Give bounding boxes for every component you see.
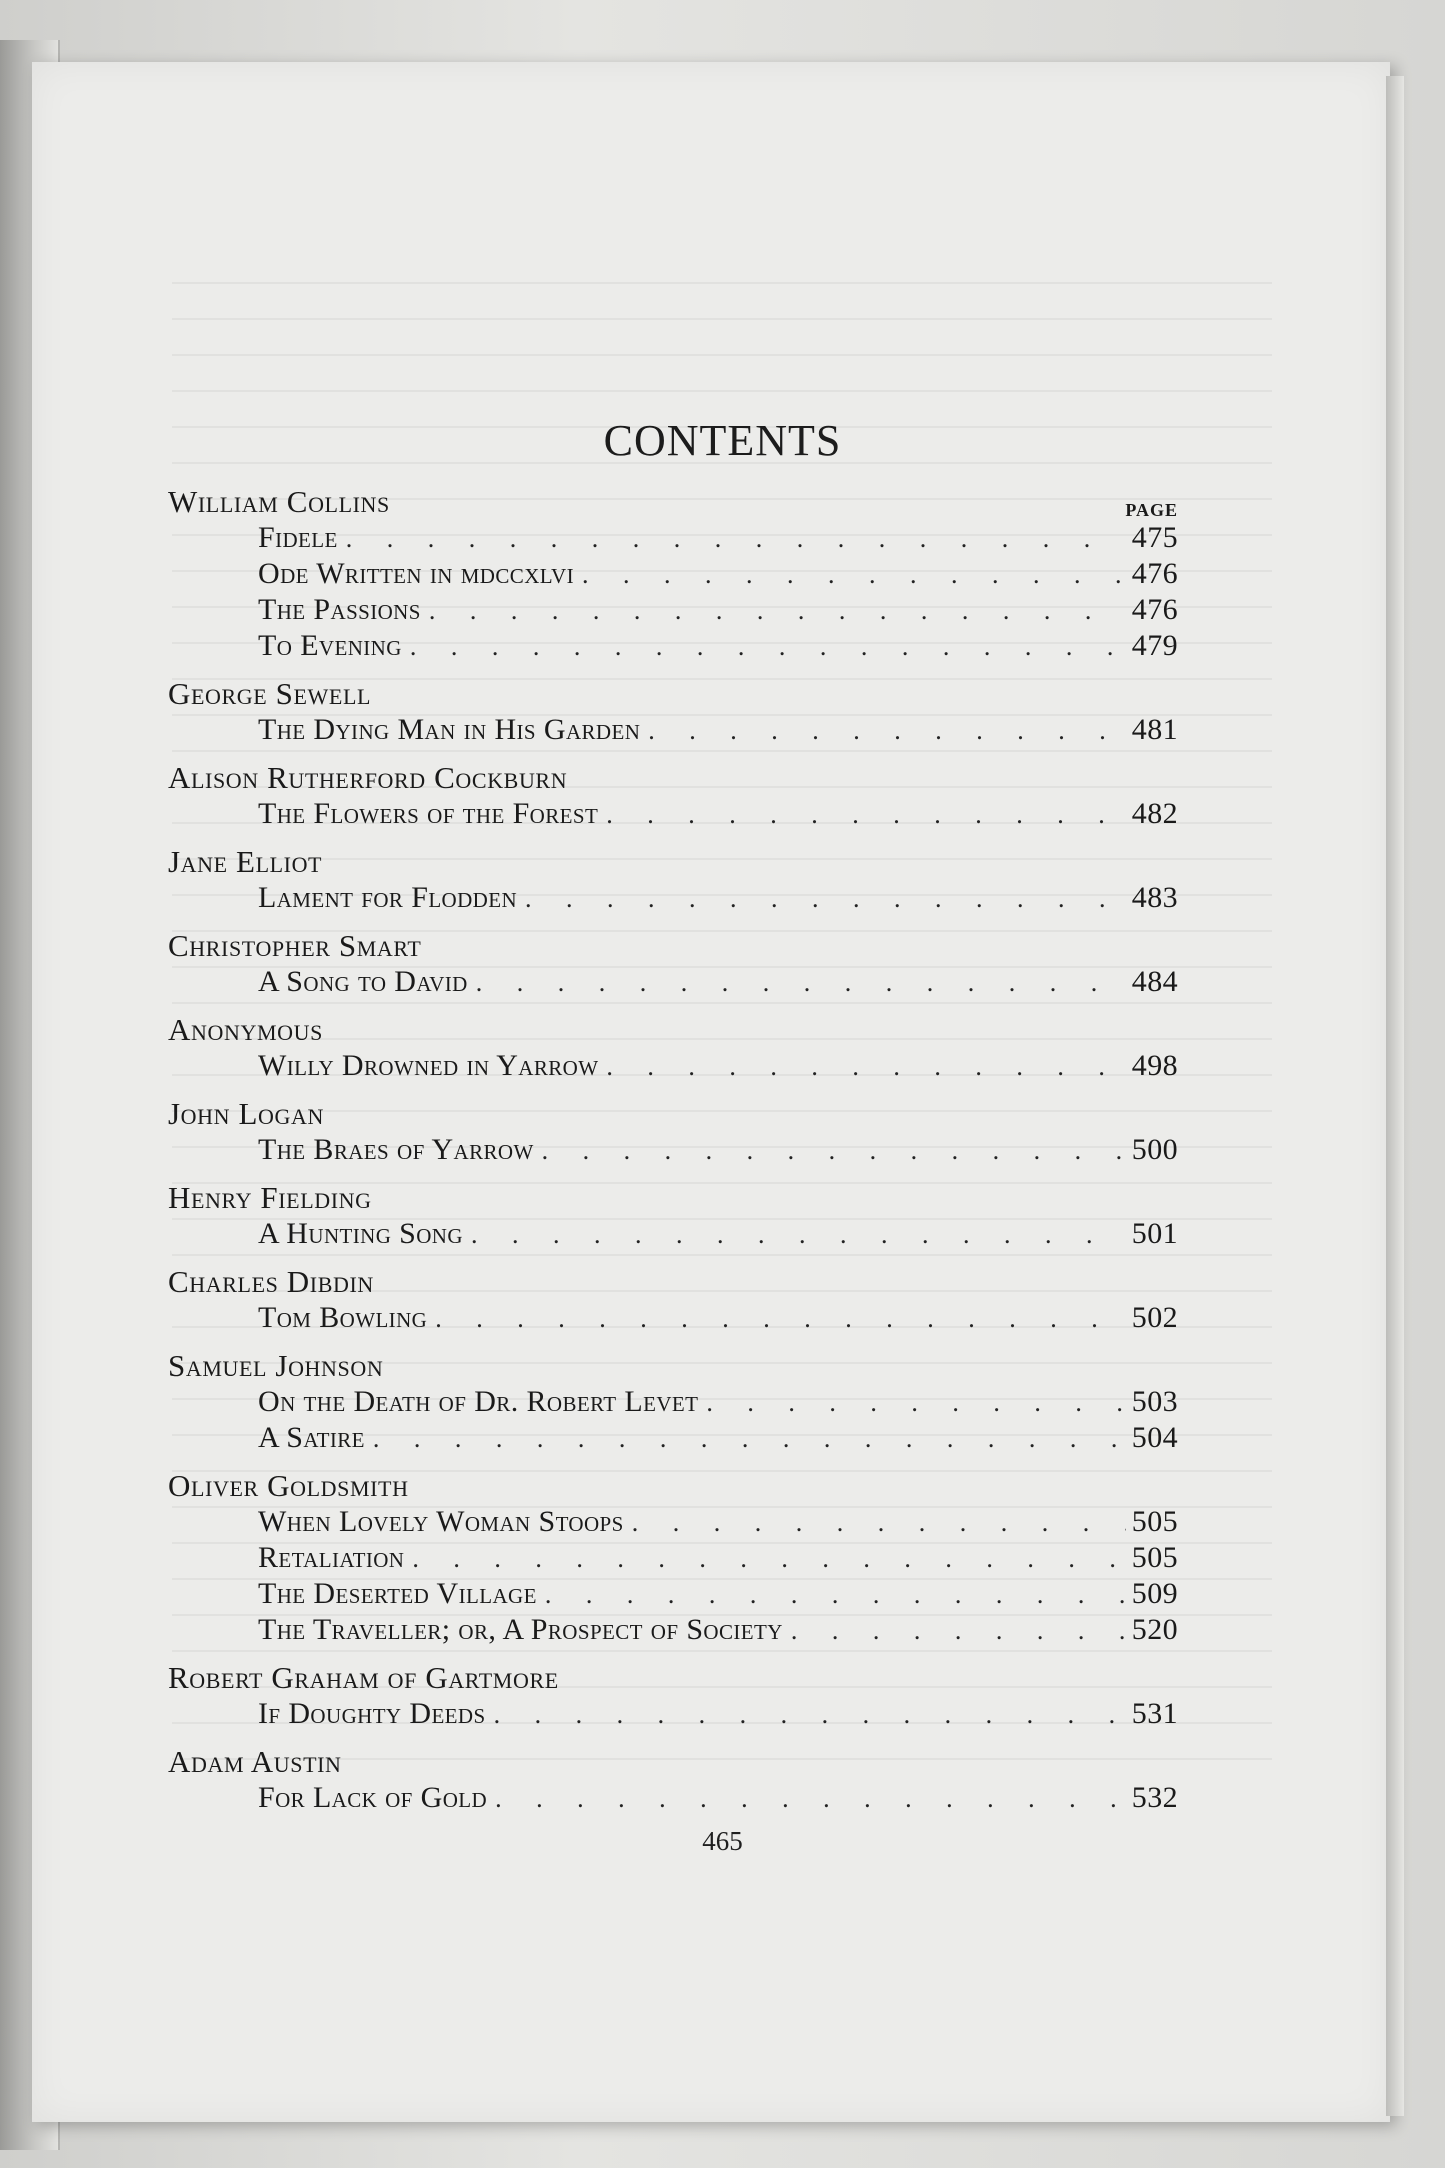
toc-entry	[258, 1300, 1178, 1336]
entry-page-number: 505	[1131, 1505, 1178, 1538]
entry-page-number: 505	[1131, 1541, 1178, 1574]
toc-entry	[258, 592, 1178, 628]
entry-title: Fidele	[258, 521, 338, 554]
entry-page-number: 504	[1131, 1421, 1178, 1454]
author-heading	[168, 484, 1178, 520]
author-name: Christopher Smart	[168, 928, 422, 963]
dot-leader	[429, 593, 1126, 629]
dot-leader	[412, 1541, 1125, 1577]
entry-page-number: 498	[1131, 1049, 1178, 1082]
entry-title: The Dying Man in His Garden	[258, 713, 641, 746]
author-name: William Collins	[168, 484, 390, 519]
entry-page-number: 476	[1131, 557, 1178, 590]
author-name: Oliver Goldsmith	[168, 1468, 409, 1503]
page-column-label: PAGE	[1125, 500, 1178, 520]
author-name: Robert Graham of Gartmore	[168, 1660, 559, 1695]
author-heading	[168, 760, 1178, 796]
author-heading	[168, 1264, 1178, 1300]
toc-entry	[258, 556, 1178, 592]
toc-entry	[258, 1540, 1178, 1576]
entry-page-number: 500	[1131, 1133, 1178, 1166]
author-name: John Logan	[168, 1096, 324, 1131]
entry-page-number: 503	[1131, 1385, 1178, 1418]
author-name: Alison Rutherford Cockburn	[168, 760, 568, 795]
entry-title: The Flowers of the Forest	[258, 797, 599, 830]
dot-leader	[606, 1049, 1125, 1085]
dot-leader	[582, 557, 1126, 593]
entry-page-number: 502	[1131, 1301, 1178, 1334]
entry-title: Willy Drowned in Yarrow	[258, 1049, 599, 1082]
author-heading	[168, 1348, 1178, 1384]
author-heading	[168, 1012, 1178, 1048]
toc-entry	[258, 628, 1178, 664]
dot-leader	[373, 1421, 1126, 1457]
entry-page-number: 476	[1131, 593, 1178, 626]
dot-leader	[435, 1301, 1126, 1337]
entry-title: Tom Bowling	[258, 1301, 428, 1334]
toc-entry	[258, 964, 1178, 1000]
page-edge	[1386, 76, 1404, 2116]
entry-title: The Braes of Yarrow	[258, 1133, 534, 1166]
entry-page-number: 532	[1131, 1781, 1178, 1814]
entry-page-number: 475	[1131, 521, 1178, 554]
entry-title: Ode Written in mdccxlvi	[258, 557, 575, 590]
entry-title: Retaliation	[258, 1541, 405, 1574]
entry-title: The Passions	[258, 593, 421, 626]
toc-entry	[258, 1576, 1178, 1612]
dot-leader	[545, 1577, 1126, 1613]
dot-leader	[706, 1385, 1125, 1421]
dot-leader	[346, 521, 1126, 557]
toc-entry	[258, 1216, 1178, 1252]
toc-entry	[258, 712, 1178, 748]
entry-page-number: 482	[1131, 797, 1178, 830]
author-heading	[168, 1180, 1178, 1216]
toc-entry	[258, 1384, 1178, 1420]
entry-page-number: 483	[1131, 881, 1178, 914]
author-name: Anonymous	[168, 1012, 323, 1047]
author-name: Henry Fielding	[168, 1180, 372, 1215]
author-name: Adam Austin	[168, 1744, 342, 1779]
author-name: Charles Dibdin	[168, 1264, 374, 1299]
entry-title: The Deserted Village	[258, 1577, 537, 1610]
author-heading	[168, 1744, 1178, 1780]
entry-page-number: 509	[1131, 1577, 1178, 1610]
author-name: Samuel Johnson	[168, 1348, 384, 1383]
entry-page-number: 481	[1131, 713, 1178, 746]
dot-leader	[525, 881, 1126, 917]
author-heading	[168, 676, 1178, 712]
entry-title: If Doughty Deeds	[258, 1697, 486, 1730]
entry-title: For Lack of Gold	[258, 1781, 488, 1814]
entry-title: A Song to David	[258, 965, 468, 998]
author-heading	[168, 1660, 1178, 1696]
entry-title: A Satire	[258, 1421, 365, 1454]
dot-leader	[471, 1217, 1126, 1253]
toc-entry	[258, 1504, 1178, 1540]
entry-title: To Evening	[258, 629, 402, 662]
entry-title: A Hunting Song	[258, 1217, 463, 1250]
dot-leader	[606, 797, 1126, 833]
table-of-contents	[168, 484, 1178, 1816]
entry-page-number: 484	[1131, 965, 1178, 998]
entry-page-number: 501	[1131, 1217, 1178, 1250]
entry-title: When Lovely Woman Stoops	[258, 1505, 624, 1538]
dot-leader	[542, 1133, 1126, 1169]
entry-title: Lament for Flodden	[258, 881, 518, 914]
page-number: 465	[702, 1826, 743, 1856]
entry-title: The Traveller; or, A Prospect of Society	[258, 1613, 783, 1646]
author-name: George Sewell	[168, 676, 372, 711]
toc-entry	[258, 1420, 1178, 1456]
entry-title: On the Death of Dr. Robert Levet	[258, 1385, 699, 1418]
toc-entry	[258, 1696, 1178, 1732]
entry-page-number: 479	[1131, 629, 1178, 662]
author-name: Jane Elliot	[168, 844, 323, 879]
author-heading	[168, 1468, 1178, 1504]
toc-entry	[258, 796, 1178, 832]
toc-entry	[258, 520, 1178, 556]
dot-leader	[648, 713, 1126, 749]
author-heading	[168, 928, 1178, 964]
toc-entry	[258, 1132, 1178, 1168]
dot-leader	[494, 1697, 1126, 1733]
toc-entry	[258, 1048, 1178, 1084]
dot-leader	[410, 629, 1126, 665]
page-title: CONTENTS	[603, 416, 842, 465]
entry-page-number: 531	[1131, 1697, 1178, 1730]
dot-leader	[791, 1613, 1126, 1649]
entry-page-number: 520	[1131, 1613, 1178, 1646]
dot-leader	[476, 965, 1126, 1001]
author-heading	[168, 1096, 1178, 1132]
toc-entry	[258, 1612, 1178, 1648]
toc-entry	[258, 880, 1178, 916]
toc-entry	[258, 1780, 1178, 1816]
author-heading	[168, 844, 1178, 880]
dot-leader	[632, 1505, 1126, 1541]
dot-leader	[495, 1781, 1126, 1817]
